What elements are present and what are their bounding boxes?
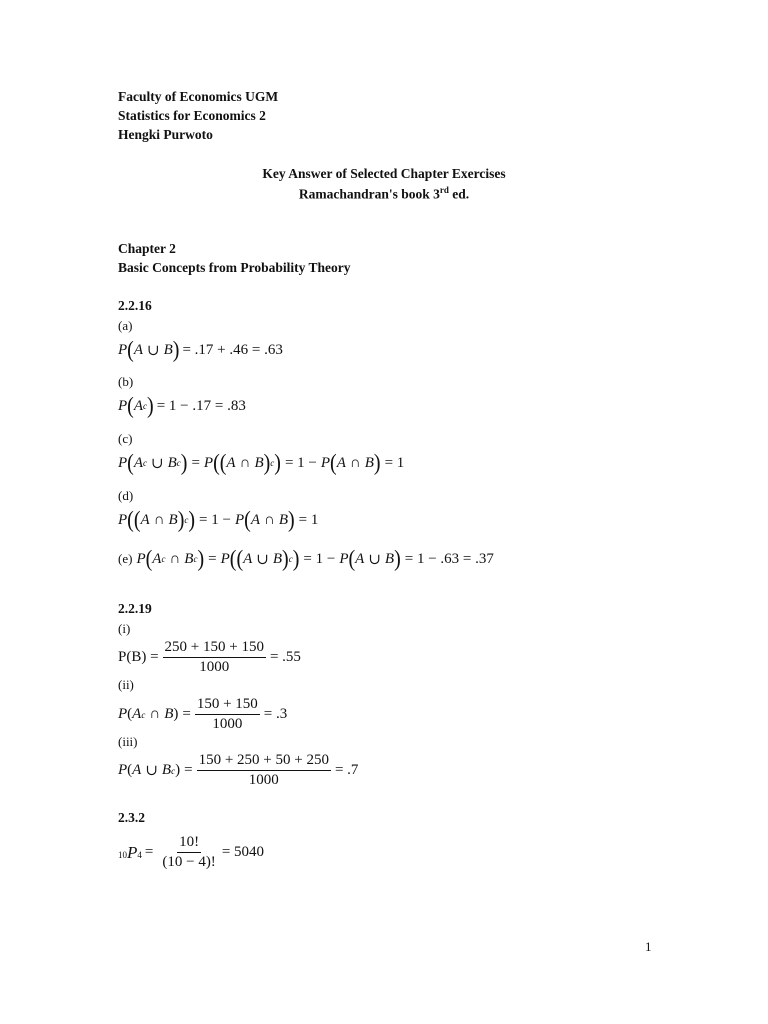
equation-2-2-16-e: (e) P ( A c ∩ B c ) = P ( ( A ∪ B ) c ) = 1 − P ( A ∪ B ) = 1 − .63 = .37 — [118, 546, 494, 572]
header-course: Statistics for Economics 2 — [118, 108, 266, 123]
equation-2-2-19-iii: P ( A ∪ B c ) = $\frac{150 + 250 + 50 + 250}{1000}$ = .7 — [118, 752, 359, 788]
exercise-id-2-2-19: 2.2.19 — [118, 601, 152, 616]
part-label-iii: (iii) — [118, 734, 138, 749]
doc-subtitle: Ramachandran's book 3rd ed. — [298, 185, 470, 202]
part-label-b: (b) — [118, 374, 134, 389]
part-label-e: (e) — [118, 551, 133, 566]
part-label-a: (a) — [118, 318, 133, 333]
part-label-d: (d) — [118, 488, 134, 503]
page-number: 1 — [645, 939, 652, 954]
equation-2-2-19-ii: P ( A c ∩ B ) = $\frac{150 + 150}{1000}$ = .3 — [118, 696, 288, 732]
equation-2-2-16-a: P ( A ∪ B ) = .17 + .46 = .63 — [118, 337, 283, 363]
part-label-c: (c) — [118, 431, 133, 446]
equation-2-2-16-d: P ( ( A ∩ B ) c ) = 1 − P ( A ∩ B ) = 1 — [118, 507, 319, 533]
part-label-ii: (ii) — [118, 677, 134, 692]
exercise-id-2-2-16: 2.2.16 — [118, 298, 152, 313]
equation-2-2-16-c: P ( A c ∪ B c ) = P ( ( A ∩ B ) c ) = 1 − P ( A ∩ B ) = 1 — [118, 450, 405, 476]
doc-title: Key Answer of Selected Chapter Exercises — [262, 166, 506, 181]
equation-2-2-16-b: P ( A c ) = 1 − .17 = .83 — [118, 393, 246, 419]
header-faculty: Faculty of Economics UGM — [118, 89, 279, 104]
chapter-name: Basic Concepts from Probability Theory — [118, 260, 351, 275]
equation-2-2-19-i: P(B) = $\frac{250 + 150 + 150}{1000}$ = .55 — [118, 639, 301, 675]
exercise-id-2-3-2: 2.3.2 — [118, 810, 145, 825]
chapter-number: Chapter 2 — [118, 241, 176, 256]
part-label-i: (i) — [118, 621, 131, 636]
header-author: Hengki Purwoto — [118, 127, 213, 142]
equation-2-3-2: 10 P 4 = $\frac{10!}{(10 - 4)!}$ = 5040 — [118, 834, 265, 870]
